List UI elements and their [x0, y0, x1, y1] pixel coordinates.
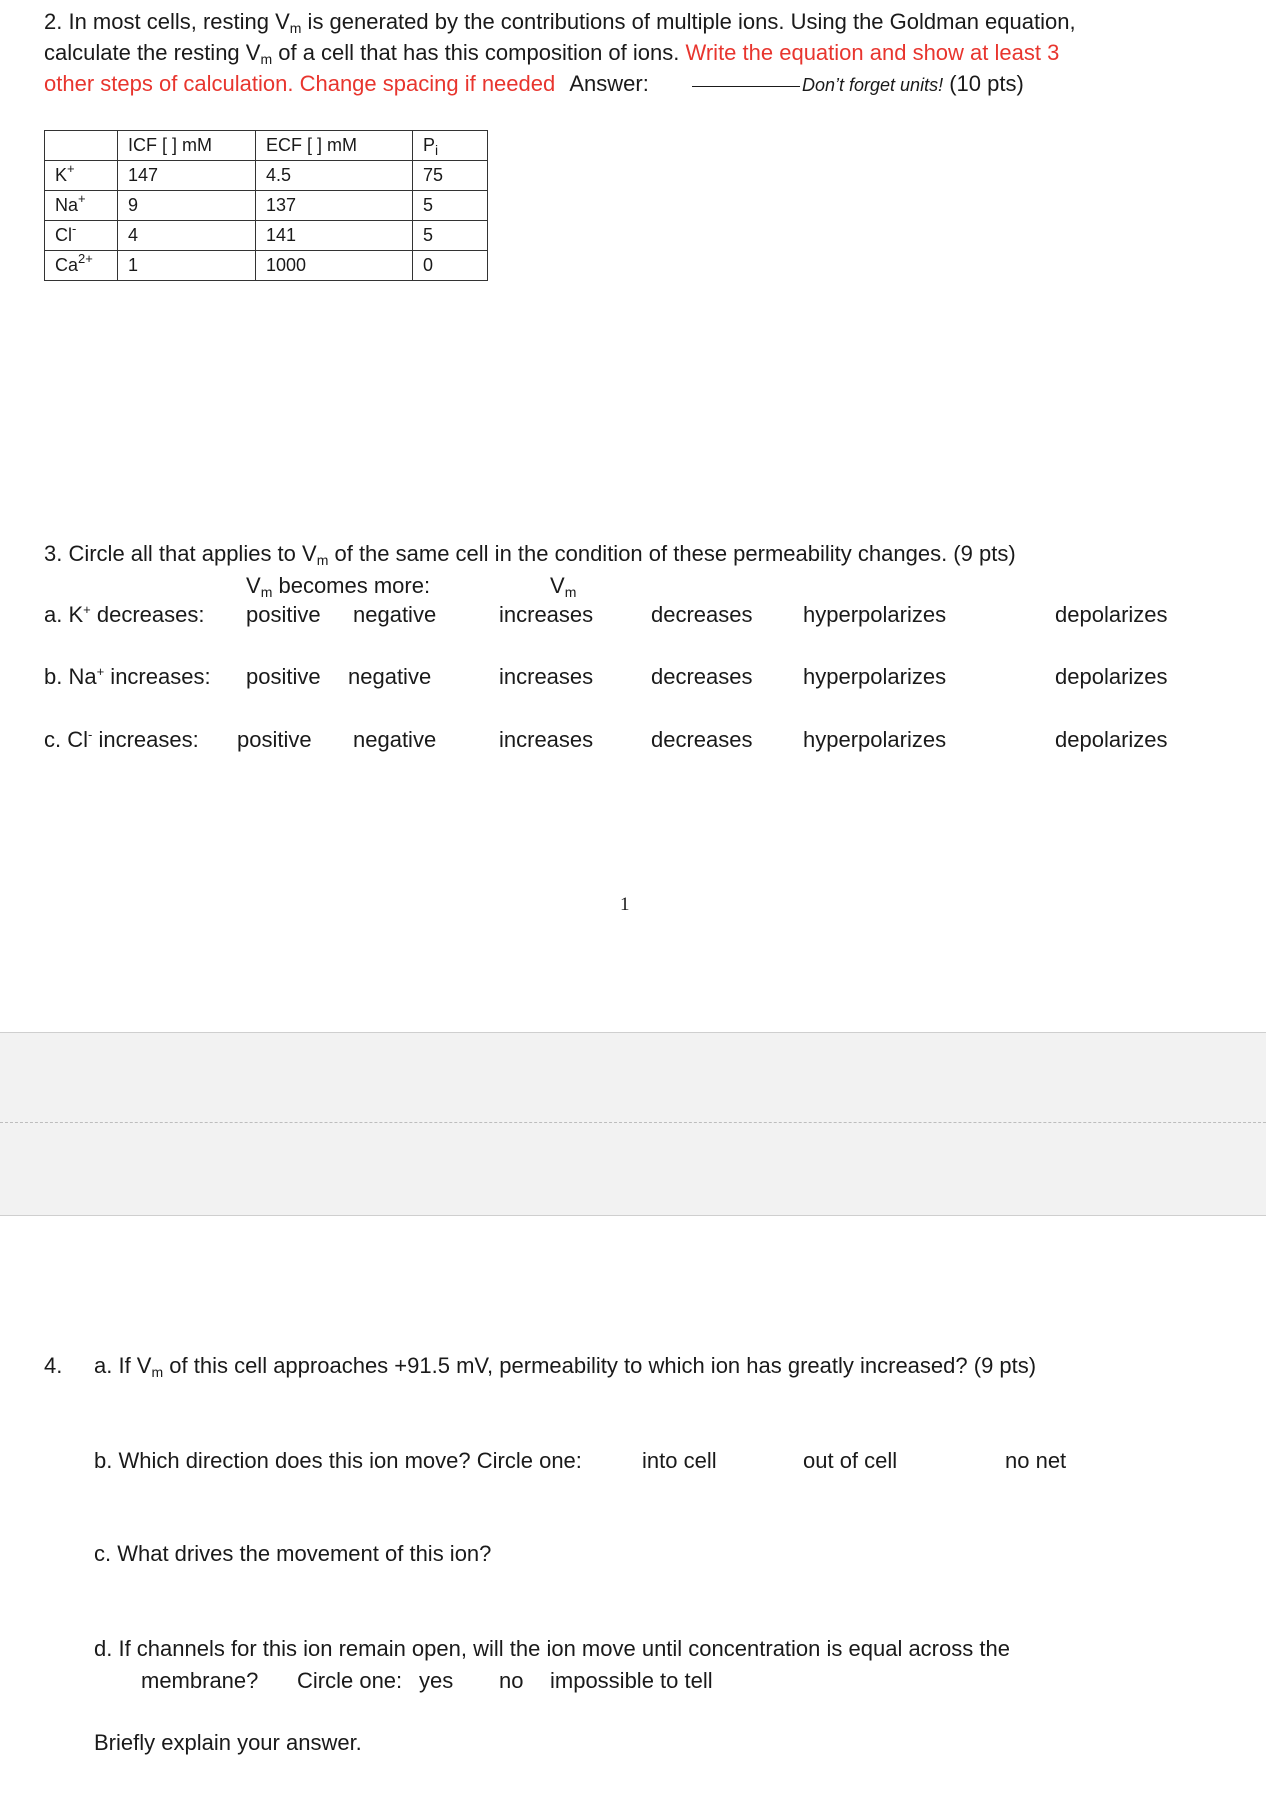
- option-hyperpolarizes[interactable]: hyperpolarizes: [803, 602, 947, 627]
- table-header-cell: ECF [ ] mM: [256, 131, 413, 161]
- q2-instruction-red-1: Write the equation and show at least 3: [685, 40, 1060, 65]
- option-decreases[interactable]: decreases: [651, 602, 753, 627]
- icf-cell: 147: [118, 161, 256, 191]
- option-depolarizes[interactable]: depolarizes: [1055, 664, 1168, 689]
- option-increases[interactable]: increases: [499, 602, 594, 627]
- option-negative[interactable]: negative: [353, 602, 437, 627]
- option-negative[interactable]: negative: [348, 664, 432, 689]
- q2-units-points: [802, 68, 1024, 101]
- q3-col-head-becomes-more: $V_m$ becomes more:: [246, 573, 431, 600]
- icf-cell: 1: [118, 251, 256, 281]
- page-break-band: [0, 1032, 1266, 1216]
- option-depolarizes[interactable]: depolarizes: [1055, 602, 1168, 627]
- option-no[interactable]: no: [499, 1668, 524, 1693]
- icf-cell: 4: [118, 221, 256, 251]
- ion-cell: K+: [45, 161, 118, 191]
- option-positive[interactable]: positive: [246, 602, 321, 627]
- q3-row-c-label: c. Cl- increases:: [44, 727, 199, 752]
- ion-cell: Na+: [45, 191, 118, 221]
- q2-line1: 2. In most cells, resting $V_m$ is generated by the contributions of multiple ions. Using the Goldman equation,: [44, 9, 1076, 36]
- q4-d-line1: d. If channels for this ion remain open, will the ion move until concentration is equal across the: [94, 1636, 1010, 1661]
- page-number: 1: [620, 894, 630, 915]
- option-increases[interactable]: increases: [499, 664, 594, 689]
- ion-cell: $Ca^{2+}$: [45, 251, 118, 281]
- answer-label: Answer:: [569, 71, 649, 96]
- ecf-cell: 141: [256, 221, 413, 251]
- q3-intro: 3. Circle all that applies to $V_m$ of the same cell in the condition of these permeability changes. (9 pts): [44, 541, 1016, 568]
- option-yes[interactable]: yes: [419, 1668, 454, 1693]
- page-break-dashed-line: [0, 1122, 1266, 1123]
- ecf-cell: 1000: [256, 251, 413, 281]
- ion-composition-table: [44, 130, 488, 281]
- table-row: [45, 251, 488, 281]
- option-negative[interactable]: negative: [353, 727, 437, 752]
- option-positive[interactable]: positive: [237, 727, 312, 752]
- q4-explain-prompt: Briefly explain your answer.: [94, 1730, 362, 1755]
- option-into-cell[interactable]: into cell: [642, 1448, 717, 1473]
- table-header-cell: [45, 131, 118, 161]
- q3-row-b-label: b. Na+ increases:: [44, 664, 211, 689]
- q4-d-membrane: membrane?: [141, 1668, 259, 1693]
- permeability-cell: 0: [413, 251, 488, 281]
- icf-cell: 9: [118, 191, 256, 221]
- permeability-cell: 5: [413, 191, 488, 221]
- table-row: [45, 221, 488, 251]
- option-positive[interactable]: positive: [246, 664, 321, 689]
- q4-number: 4.: [44, 1353, 63, 1378]
- q4-d-circle-one: Circle one:: [297, 1668, 403, 1693]
- q2-instruction-red-2: other steps of calculation. Change spacing if needed: [44, 71, 556, 96]
- q3-col-head-vm: $V_m$: [550, 573, 577, 600]
- q4-a-text: a. If $V_m$ of this cell approaches +91.5 mV, permeability to which ion has greatly increased? (9 pts): [94, 1353, 1037, 1380]
- option-out-of-cell[interactable]: out of cell: [803, 1448, 898, 1473]
- ecf-cell: 4.5: [256, 161, 413, 191]
- option-no-net[interactable]: no net: [1005, 1448, 1067, 1473]
- ion-cell: Cl-: [45, 221, 118, 251]
- option-hyperpolarizes[interactable]: hyperpolarizes: [803, 664, 947, 689]
- option-decreases[interactable]: decreases: [651, 664, 753, 689]
- q4-c-text: c. What drives the movement of this ion?: [94, 1541, 492, 1566]
- table-header-cell: ICF [ ] mM: [118, 131, 256, 161]
- option-hyperpolarizes[interactable]: hyperpolarizes: [803, 727, 947, 752]
- table-row: [45, 161, 488, 191]
- permeability-cell: 5: [413, 221, 488, 251]
- q2-line3: [44, 68, 649, 99]
- q2-line2: calculate the resting $V_m$ of a cell that has this composition of ions. Write the equation and show at least 3: [44, 40, 1060, 67]
- answer-blank[interactable]: [692, 66, 800, 87]
- option-increases[interactable]: increases: [499, 727, 594, 752]
- q2-points: (10 pts): [949, 71, 1024, 96]
- ecf-cell: 137: [256, 191, 413, 221]
- option-decreases[interactable]: decreases: [651, 727, 753, 752]
- table-row: [45, 191, 488, 221]
- units-note: Don’t forget units!: [802, 75, 944, 95]
- option-depolarizes[interactable]: depolarizes: [1055, 727, 1168, 752]
- q3-row-a-label: a. K+ decreases:: [44, 602, 205, 627]
- table-header-row: [45, 131, 488, 161]
- q4-b-text: b. Which direction does this ion move? Circle one:: [94, 1448, 582, 1473]
- option-impossible-to-tell[interactable]: impossible to tell: [550, 1668, 713, 1693]
- permeability-cell: 75: [413, 161, 488, 191]
- table-header-cell: $P_i$: [413, 131, 488, 161]
